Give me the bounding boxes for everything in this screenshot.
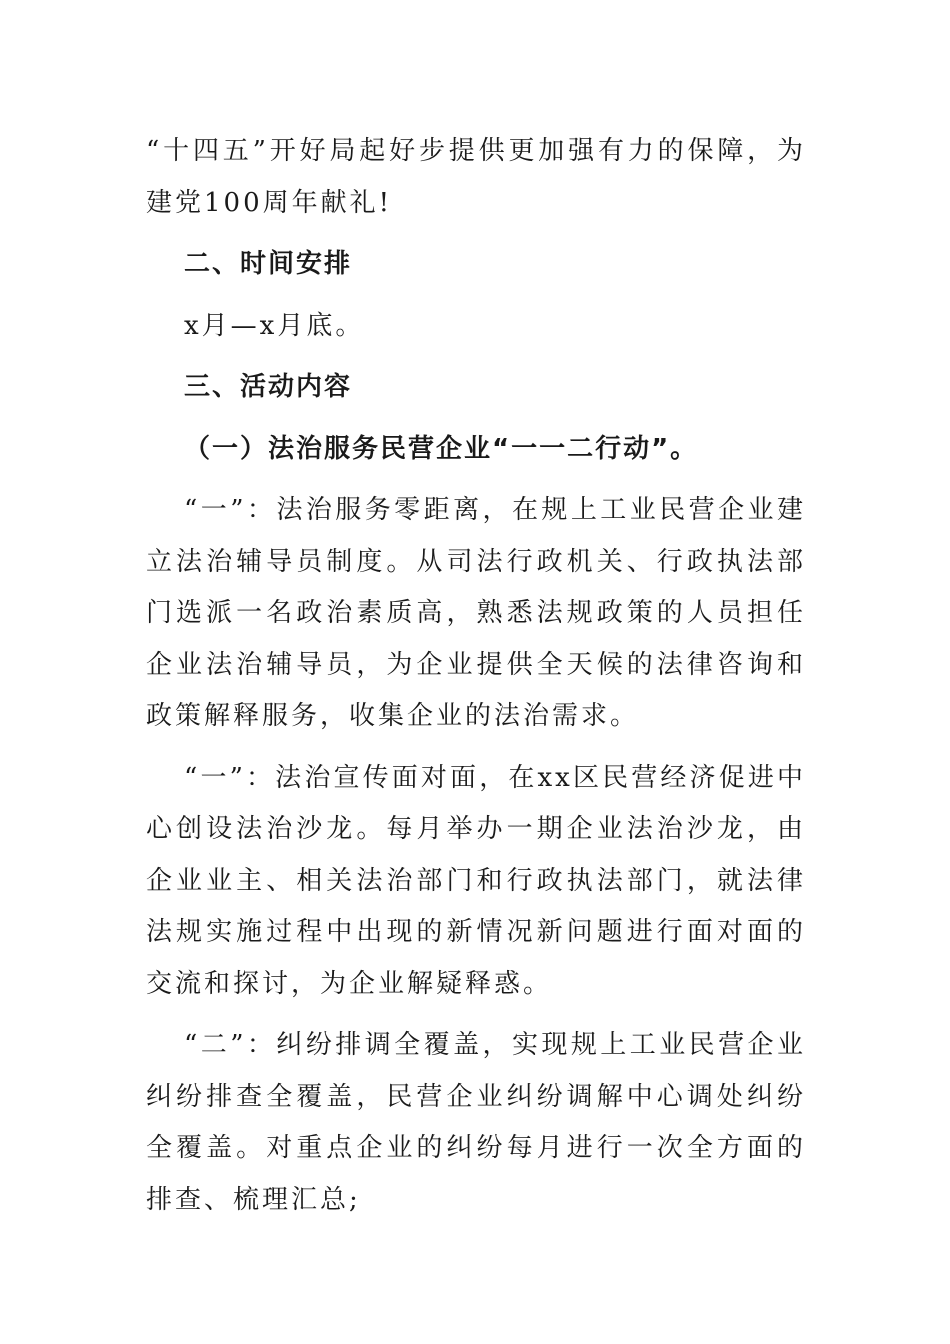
section-heading-activities: 三、活动内容 (184, 372, 353, 402)
paragraph-continuation: “十四五”开好局起好步提供更加强有力的保障，为建党100周年献礼! (146, 136, 806, 218)
paragraph-item-2: “一”：法治宣传面对面，在xx区民营经济促进中心创设法治沙龙。每月举办一期企业法治沙龙，由企业业主、相关法治部门和行政执法部门，就法律法规实施过程中出现的新情况新问题进行面对面的交流和探讨，为企业解疑释惑。 (146, 762, 806, 999)
document-page (146, 126, 806, 1226)
paragraph-item-1: “一”：法治服务零距离，在规上工业民营企业建立法治辅导员制度。从司法行政机关、行政执法部门选派一名政治素质高，熟悉法规政策的人员担任企业法治辅导员，为企业提供全天候的法律咨询和政策解释服务，收集企业的法治需求。 (146, 495, 806, 731)
paragraph-item-3: “二”：纠纷排调全覆盖，实现规上工业民营企业纠纷排查全覆盖，民营企业纠纷调解中心调处纠纷全覆盖。对重点企业的纠纷每月进行一次全方面的排查、梳理汇总; (146, 1030, 806, 1215)
paragraph-schedule: x月—x月底。 (184, 310, 365, 341)
subsection-heading-action: （一）法治服务民营企业“一一二行动”。 (184, 433, 699, 464)
section-heading-schedule: 二、时间安排 (184, 249, 353, 279)
